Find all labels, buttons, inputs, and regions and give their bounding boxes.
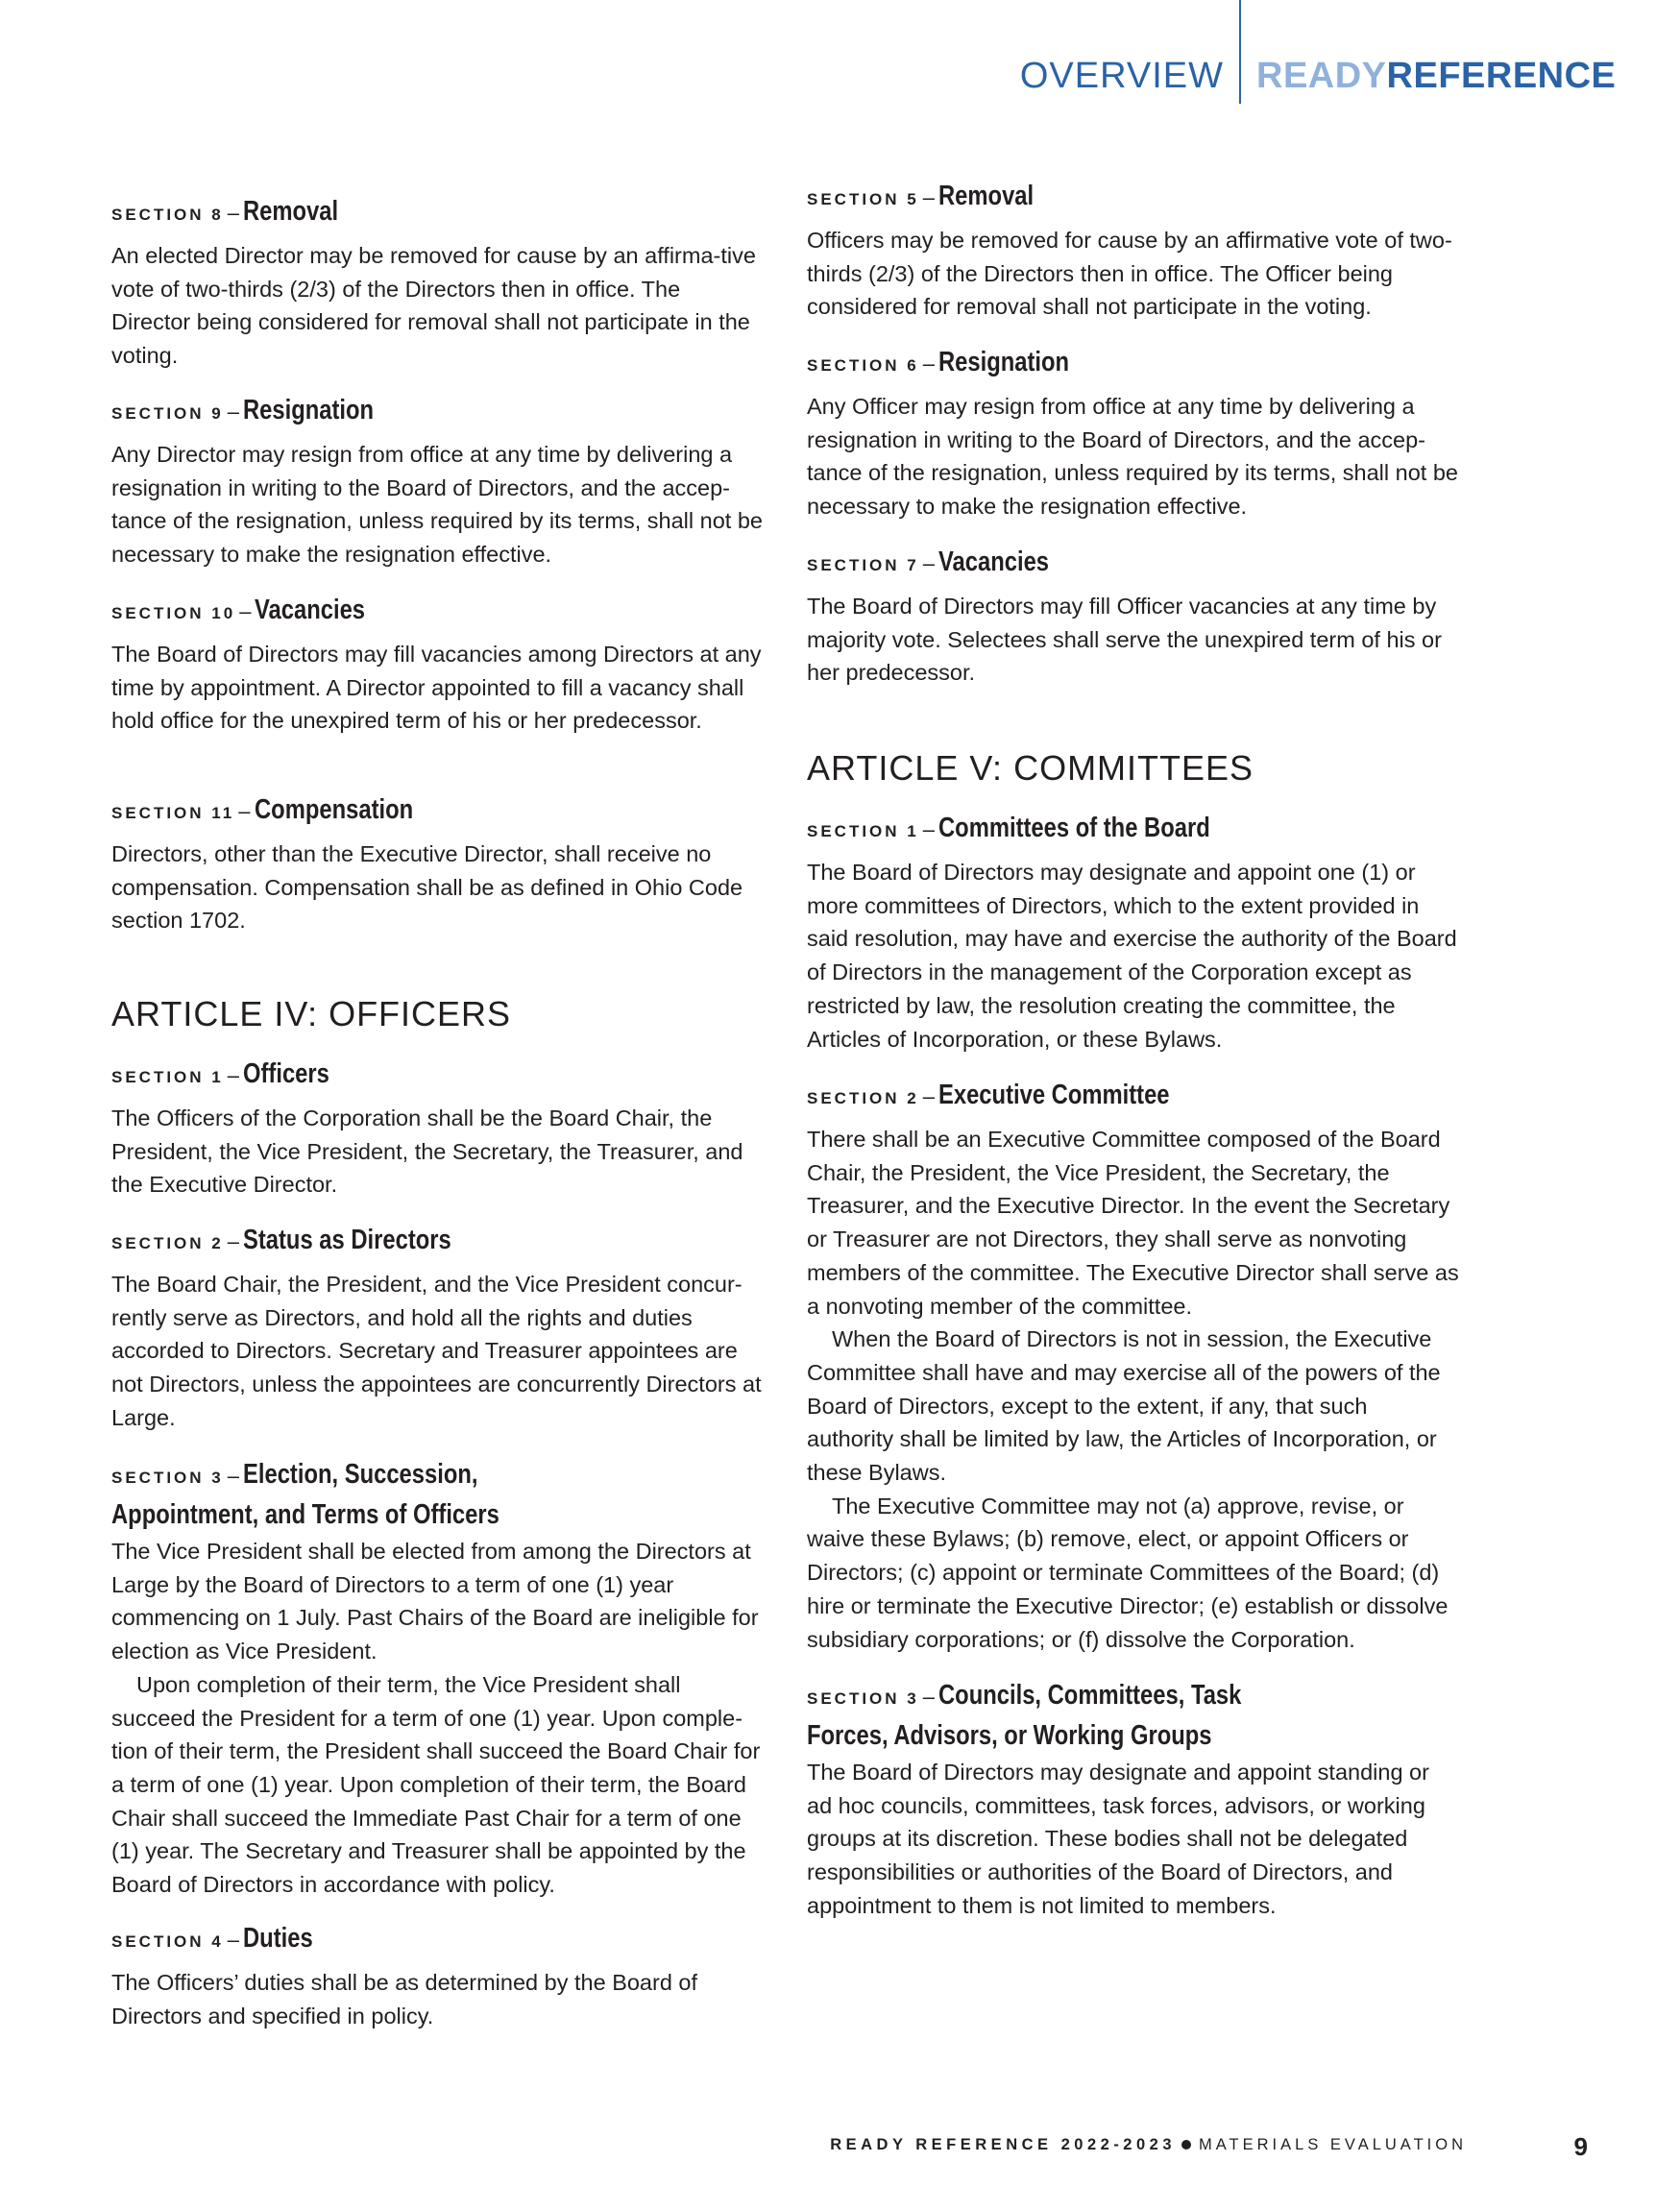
section-number: SECTION 3 [807, 1689, 919, 1708]
section-number: SECTION 8 [111, 206, 224, 224]
section-number: SECTION 1 [111, 1068, 224, 1086]
article-iv-section-5-removal [807, 177, 1460, 324]
article-iv-section-4-duties [111, 1919, 765, 2032]
section-heading: SECTION 5 – Removal [807, 177, 1460, 220]
section-title-continued: Appointment, and Terms of Officers [111, 1499, 499, 1530]
section-body: Upon completion of their term, the Vice President shall succeed the President for a term of one (1) year. Upon comple-tion of their term, the President shall succeed the Board Chair for a term of one (1) year. Upon completion of their term, the Board Chair shall succeed the Immediate Past Chair for a term of one (1) year. The Secretary and Treasurer shall be appointed by the Board of Directors in accordance with policy. [111, 1671, 761, 1898]
article-v-heading: ARTICLE V: COMMITTEES [807, 748, 1254, 788]
section-body: Directors, other than the Executive Director, shall receive no compensation. Compensation shall be as defined in Ohio Code section 1702. [111, 841, 743, 934]
section-title: Vacancies [938, 546, 1050, 577]
header-publication-label [1256, 56, 1616, 97]
section-title: Executive Committee [938, 1080, 1170, 1110]
section-body: Any Director may resign from office at any time by delivering a resignation in writing to the Board of Directors, and the accep-tance of the resignation, unless required by its terms, shall not be necessary to make the resignation effective. [111, 442, 763, 568]
section-body: The Vice President shall be elected from among the Directors at Large by the Board of Directors to a term of one (1) year commencing on 1 July. Past Chairs of the Board are ineligible for election as Vice President. [111, 1539, 759, 1664]
article-iv-section-2-status [111, 1221, 765, 1435]
section-title: Resignation [938, 347, 1070, 377]
section-heading: SECTION 1 – Committees of the Board [807, 809, 1460, 852]
section-title: Vacancies [255, 595, 366, 625]
section-heading: SECTION 9 – Resignation [111, 391, 765, 434]
section-body: When the Board of Directors is not in session, the Executive Committee shall have and may exercise all of the powers of the Board of Directors, except to the extent, if any, that such authority shall be limited by law, the Articles of Incorporation, or these Bylaws. [807, 1326, 1441, 1486]
article-v-section-1-committees [807, 809, 1460, 1056]
section-heading: SECTION 7 – Vacancies [807, 543, 1460, 586]
section-number: SECTION 2 [807, 1089, 919, 1107]
header-section-label: OVERVIEW [1019, 56, 1224, 96]
section-number: SECTION 7 [807, 556, 919, 574]
section-9-resignation [111, 391, 765, 571]
section-body: The Executive Committee may not (a) approve, revise, or waive these Bylaws; (b) remove, elect, or appoint Officers or Directors; (c) appoint or terminate Committees of the Board; (d) hire or terminate the Executive Director; (e) establish or dissolve subsidiary corporations; or (f) dissolve the Corporation. [807, 1493, 1449, 1652]
article-v-section-3-councils [807, 1676, 1460, 1923]
page-number: 9 [1573, 2132, 1588, 2161]
section-number: SECTION 4 [111, 1932, 224, 1951]
article-iv-section-3-election [111, 1455, 765, 1902]
section-number: SECTION 2 [111, 1234, 224, 1252]
section-body: The Board of Directors may fill Officer vacancies at any time by majority vote. Selectees shall serve the unexpired term of his or her predecessor. [807, 594, 1442, 686]
section-number: SECTION 10 [111, 604, 236, 622]
article-iv-heading: ARTICLE IV: OFFICERS [111, 994, 512, 1033]
section-number: SECTION 6 [807, 356, 919, 375]
header-ready: READY [1256, 56, 1387, 96]
section-body: The Board of Directors may designate and appoint standing or ad hoc councils, committees, task forces, advisors, or working groups at its discretion. These bodies shall not be delegated responsibilities or authorities of the Board of Directors, and appointment to them is not limited to members. [807, 1760, 1429, 1918]
section-title: Councils, Committees, Task [938, 1680, 1242, 1711]
article-iv-section-6-resignation [807, 343, 1460, 523]
section-number: SECTION 11 [111, 804, 235, 822]
section-heading: SECTION 11 – Compensation [111, 790, 765, 834]
article-iv-section-7-vacancies [807, 543, 1460, 690]
section-number: SECTION 5 [807, 190, 919, 208]
section-number: SECTION 1 [807, 822, 919, 840]
section-heading: SECTION 3 – Councils, Committees, Task [807, 1676, 1460, 1719]
section-heading: SECTION 3 – Election, Succession, [111, 1455, 765, 1498]
section-body: The Officers’ duties shall be as determined by the Board of Directors and specified in policy. [111, 1970, 698, 2028]
section-title: Officers [243, 1058, 329, 1089]
article-iv-section-1-officers [111, 1055, 765, 1202]
section-body: The Officers of the Corporation shall be the Board Chair, the President, the Vice President, the Secretary, the Treasurer, and the Executive Director. [111, 1105, 743, 1198]
section-body: The Board of Directors may fill vacancies among Directors at any time by appointment. A Director appointed to fill a vacancy shall hold office for the unexpired term of his or her predecessor. [111, 642, 762, 734]
section-11-compensation [111, 790, 765, 937]
section-heading: SECTION 10 – Vacancies [111, 591, 765, 634]
section-body: There shall be an Executive Committee composed of the Board Chair, the President, the Vice President, the Secretary, the Treasurer, and the Executive Director. In the event the Secretary or Treasurer are not Directors, they shall serve as nonvoting members of the committee. The Executive Director shall serve as a nonvoting member of the committee. [807, 1127, 1459, 1319]
section-body: The Board of Directors may designate and appoint one (1) or more committees of Directors, which to the extent provided in said resolution, may have and exercise the authority of the Board of Directors in the management of the Corporation except as restricted by law, the resolution creating the committee, the Articles of Incorporation, or these Bylaws. [807, 860, 1457, 1052]
footer-publication: READY REFERENCE 2022-2023 [830, 2136, 1177, 2153]
footer-journal: MATERIALS EVALUATION [1199, 2136, 1467, 2153]
section-heading: SECTION 2 – Status as Directors [111, 1221, 765, 1264]
header-divider [1239, 0, 1241, 104]
section-title: Removal [243, 196, 339, 227]
section-number: SECTION 9 [111, 404, 224, 423]
section-title: Status as Directors [243, 1225, 451, 1255]
section-heading: SECTION 2 – Executive Committee [807, 1076, 1460, 1119]
section-title: Resignation [243, 395, 375, 425]
page-footer [0, 2132, 1680, 2171]
page-header [0, 0, 1680, 106]
section-title: Removal [938, 181, 1035, 211]
section-heading: SECTION 6 – Resignation [807, 343, 1460, 386]
section-title: Election, Succession, [243, 1459, 478, 1490]
section-10-vacancies [111, 591, 765, 738]
section-heading: SECTION 4 – Duties [111, 1919, 765, 1962]
section-title: Duties [243, 1923, 313, 1954]
header-reference: REFERENCE [1386, 56, 1617, 96]
section-body: Officers may be removed for cause by an affirmative vote of two-thirds (2/3) of the Directors then in office. The Officer being considered for removal shall not participate in the voting. [807, 228, 1452, 320]
section-8-removal [111, 192, 765, 373]
section-heading: SECTION 8 – Removal [111, 192, 765, 235]
section-number: SECTION 3 [111, 1469, 224, 1487]
section-body: Any Officer may resign from office at any time by delivering a resignation in writing to the Board of Directors, and the accep-tance of the resignation, unless required by its terms, shall not be necessary to make the resignation effective. [807, 394, 1458, 520]
footer-bullet-icon [1181, 2140, 1191, 2150]
section-title: Compensation [254, 794, 413, 825]
footer-running-title [830, 2136, 1467, 2154]
section-title: Committees of the Board [938, 813, 1210, 843]
section-body: An elected Director may be removed for cause by an affirma-tive vote of two-thirds (2/3) of the Directors then in office. The Director being considered for removal shall not participate in the voting. [111, 243, 756, 369]
section-heading: SECTION 1 – Officers [111, 1055, 765, 1098]
article-v-section-2-executive [807, 1076, 1460, 1656]
section-title-continued: Forces, Advisors, or Working Groups [807, 1720, 1212, 1751]
section-body: The Board Chair, the President, and the Vice President concur-rently serve as Directors, and hold all the rights and duties accorded to Directors. Secretary and Treasurer appointees are not Directors, unless the appointees are concurrently Directors at Large. [111, 1272, 762, 1430]
